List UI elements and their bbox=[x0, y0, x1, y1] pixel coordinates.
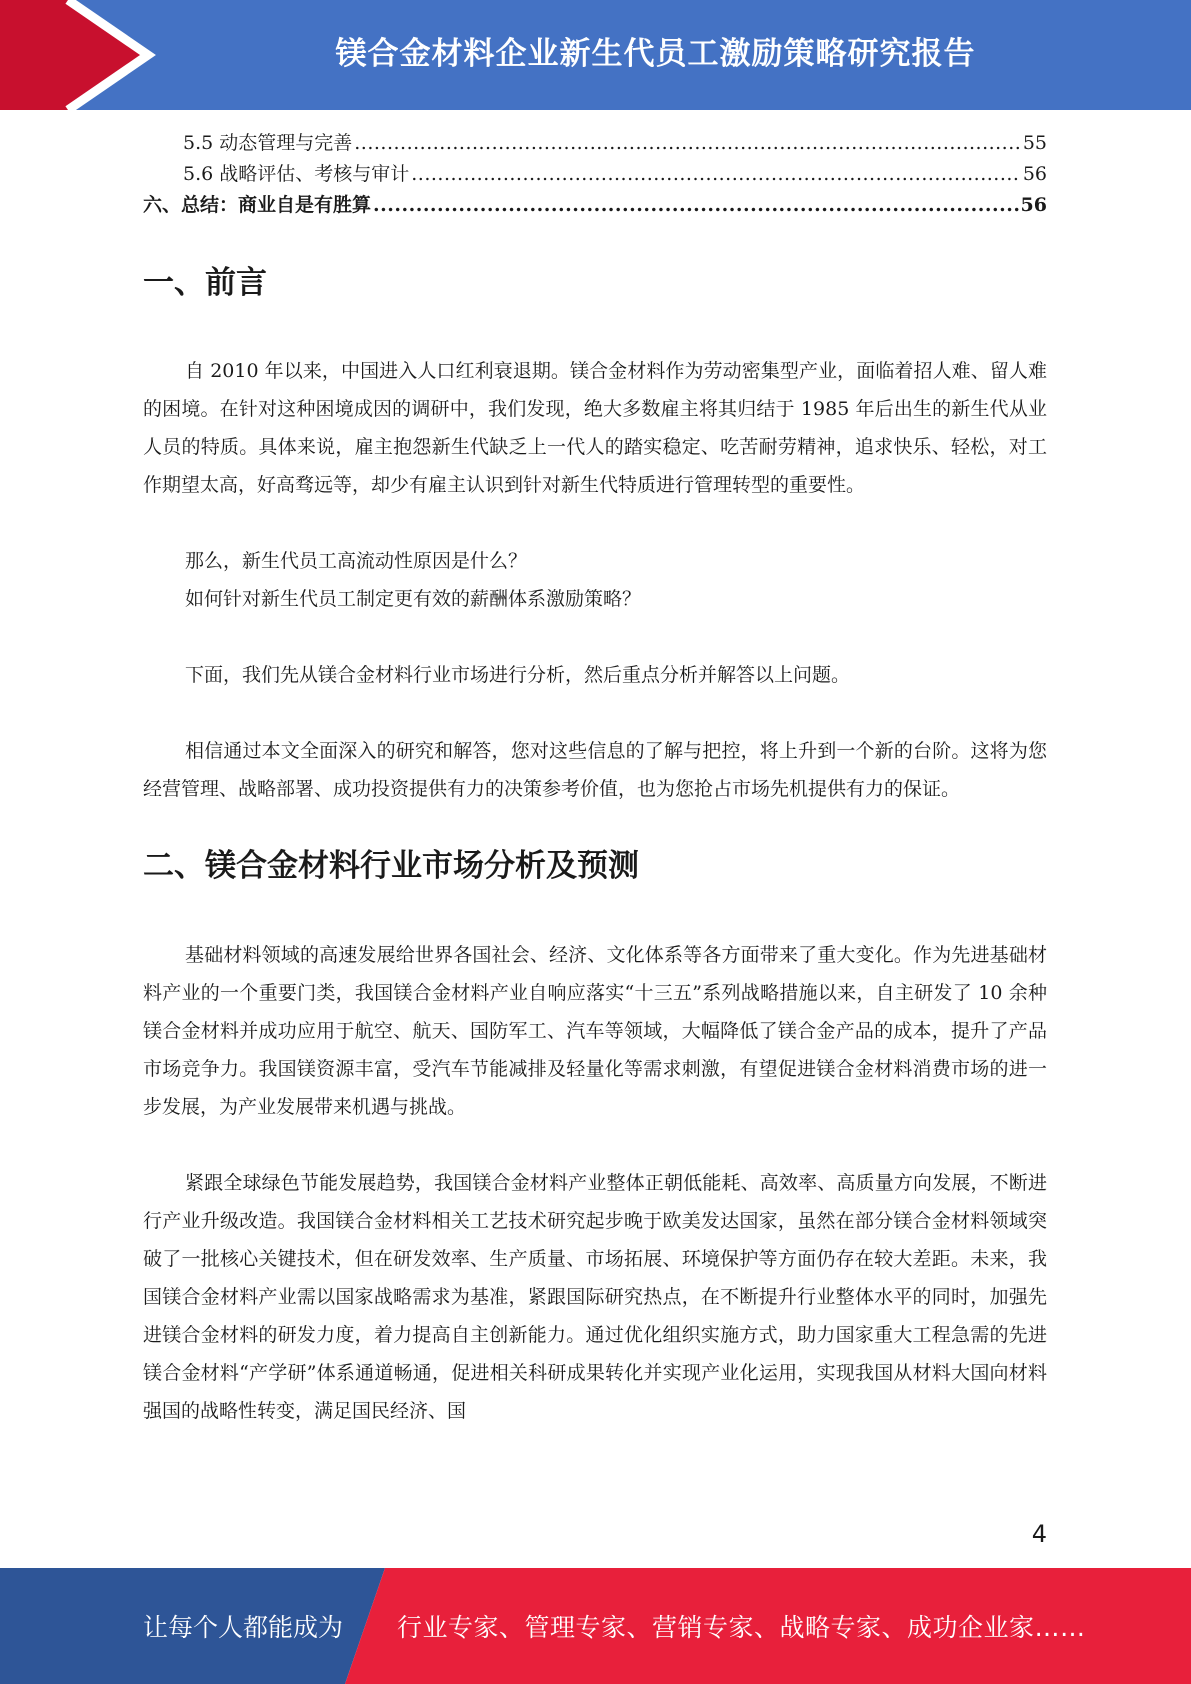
paragraph: 紧跟全球绿色节能发展趋势，我国镁合金材料产业整体正朝低能耗、高效率、高质量方向发展，不断进行产业升级改造。我国镁合金材料相关工艺技术研究起步晚于欧美发达国家，虽然在部分镁合金材料领域突破了一批核心关键技术，但在研发效率、生产质量、市场拓展、环境保护等方面仍存在较大差距。未来，我国镁合金材料产业需以国家战略需求为基准，紧跟国际研究热点，在不断提升行业整体水平的同时，加强先进镁合金材料的研发力度，着力提高自主创新能力。通过优化组织实施方式，助力国家重大工程急需的先进镁合金材料“产学研”体系通道畅通，促进相关科研成果转化并实现产业化运用，实现我国从材料大国向材料强国的战略性转变，满足国民经济、国 bbox=[143, 1172, 1047, 1422]
paragraph: 自 2010 年以来，中国进入人口红利衰退期。镁合金材料作为劳动密集型产业，面临着招人难、留人难的困境。在针对这种困境成因的调研中，我们发现，绝大多数雇主将其归结于 1985 年后出生的新生代从业人员的特质。具体来说，雇主抱怨新生代缺乏上一代人的踏实稳定、吃苦耐劳精神，追求快乐、轻松，对工作期望太高，好高骛远等，却少有雇主认识到针对新生代特质进行管理转型的重要性。 bbox=[143, 360, 1047, 496]
footer-banner bbox=[0, 1568, 1191, 1684]
section-heading-market: 二、镁合金材料行业市场分析及预测 bbox=[143, 848, 639, 884]
toc-entry-label: 六、总结：商业自是有胜算 bbox=[143, 194, 372, 216]
toc-entry-page: 56 bbox=[1020, 194, 1047, 216]
toc-entry[interactable] bbox=[143, 128, 1047, 159]
paragraph: 下面，我们先从镁合金材料行业市场进行分析，然后重点分析并解答以上问题。 bbox=[185, 664, 851, 686]
report-header bbox=[0, 0, 1191, 110]
toc-entry-label: 5.6 战略评估、考核与审计 bbox=[183, 163, 410, 185]
page-number: 4 bbox=[1031, 1520, 1047, 1548]
toc-entry-label: 5.5 动态管理与完善 bbox=[183, 132, 353, 154]
page-content bbox=[143, 128, 1047, 1430]
chevron-logo-icon bbox=[0, 0, 160, 110]
paragraph: 基础材料领域的高速发展给世界各国社会、经济、文化体系等各方面带来了重大变化。作为先进基础材料产业的一个重要门类，我国镁合金材料产业自响应落实“十三五”系列战略措施以来，自主研发了 10 余种镁合金材料并成功应用于航空、航天、国防军工、汽车等领域，大幅降低了镁合金产品的成本，提升了产品市场竞争力。我国镁资源丰富，受汽车节能减排及轻量化等需求刺激，有望促进镁合金材料消费市场的进一步发展，为产业发展带来机遇与挑战。 bbox=[143, 944, 1047, 1118]
toc-entry-page: 56 bbox=[1022, 163, 1047, 185]
toc-entry[interactable] bbox=[143, 159, 1047, 190]
toc-leader bbox=[373, 190, 1019, 221]
footer-slogan-left: 让每个人都能成为 bbox=[143, 1613, 344, 1642]
report-title: 镁合金材料企业新生代员工激励策略研究报告 bbox=[335, 35, 976, 72]
toc-entry[interactable] bbox=[143, 190, 1047, 221]
question-line: 那么，新生代员工高流动性原因是什么？ bbox=[185, 550, 528, 572]
footer-slogan-right: 行业专家、管理专家、营销专家、战略专家、成功企业家…… bbox=[397, 1613, 1086, 1642]
toc-entry-page: 55 bbox=[1022, 132, 1047, 154]
paragraph: 相信通过本文全面深入的研究和解答，您对这些信息的了解与把控，将上升到一个新的台阶。这将为您经营管理、战略部署、成功投资提供有力的决策参考价值，也为您抢占市场先机提供有力的保证。 bbox=[143, 740, 1047, 800]
toc-leader bbox=[354, 128, 1021, 159]
toc-continued bbox=[143, 128, 1047, 221]
section-heading-preface: 一、前言 bbox=[143, 265, 267, 301]
toc-leader bbox=[411, 159, 1021, 190]
question-line: 如何针对新生代员工制定更有效的薪酬体系激励策略？ bbox=[185, 588, 642, 610]
